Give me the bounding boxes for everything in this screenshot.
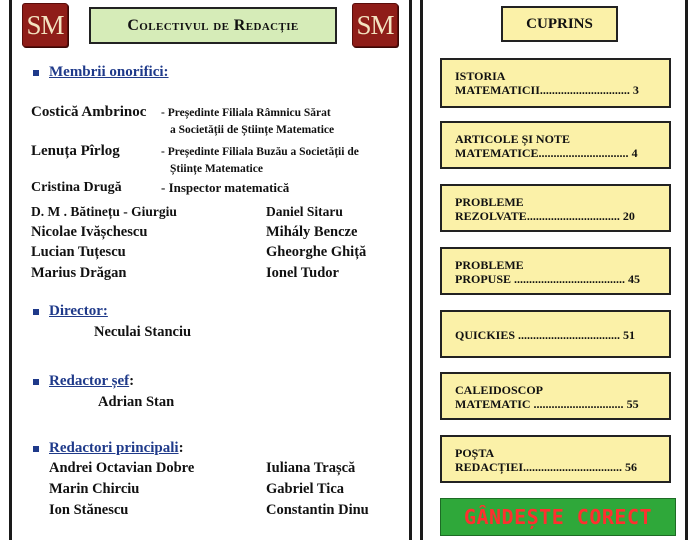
honorary-member-role: - Președinte Filiala Râmnicu Sărat: [161, 107, 331, 119]
honorary-member-role: - Inspector matematică: [161, 180, 290, 195]
member-name: Nicolae Ivășchescu: [31, 224, 148, 240]
honorary-member-role: - Președinte Filiala Buzău a Societății de: [161, 146, 359, 158]
sm-logo-right: SM: [352, 3, 398, 47]
editor-name: Marin Chirciu: [49, 481, 140, 497]
toc-item-page: 4: [631, 146, 638, 160]
toc-item[interactable]: [440, 121, 671, 169]
editor-chief-name: Adrian Stan: [98, 394, 175, 410]
bullet-icon: [33, 309, 39, 315]
honorary-section-heading: [33, 64, 169, 81]
editor-chief-section-heading: [33, 373, 134, 390]
toc-item-page: 55: [626, 397, 639, 411]
editor-name: Andrei Octavian Dobre: [49, 460, 195, 476]
right-border: [685, 0, 688, 540]
page-title: [89, 7, 337, 44]
toc-item-title: PROBLEME: [455, 195, 524, 209]
member-name: Daniel Sitaru: [266, 204, 343, 219]
toc-item-page: 45: [628, 272, 641, 286]
toc-item[interactable]: [440, 435, 671, 483]
toc-item-title: MATEMATIC ..............................: [455, 397, 624, 411]
toc-item-title: MATEMATICII..............................: [455, 83, 630, 97]
toc-item-title: PROBLEME: [455, 258, 524, 272]
toc-item-title: REZOLVATE...............................: [455, 209, 620, 223]
column-divider-right: [420, 0, 423, 540]
editor-name: Gabriel Tica: [266, 481, 345, 497]
editor-name: Ion Stănescu: [49, 502, 129, 518]
toc-item-page: 3: [632, 83, 639, 97]
editor-name: Constantin Dinu: [266, 502, 369, 518]
left-border: [9, 0, 12, 540]
sm-logo-left: SM: [22, 3, 68, 47]
bullet-icon: [33, 379, 39, 385]
toc-item-page: 56: [625, 460, 638, 474]
member-name: D. M . Bătinețu - Giurgiu: [31, 204, 177, 219]
director-name: Neculai Stanciu: [94, 324, 192, 340]
toc-item[interactable]: [440, 310, 671, 358]
toc-item[interactable]: [440, 58, 671, 108]
bullet-icon: [33, 70, 39, 76]
main-editors-heading[interactable]: Redactori principali: [49, 440, 179, 456]
toc-item-title: ARTICOLE ȘI NOTE: [455, 132, 570, 146]
toc-item-page: 20: [622, 209, 635, 223]
director-section-heading: [33, 303, 108, 320]
editor-name: Iuliana Trașcă: [266, 460, 356, 476]
bullet-icon: [33, 446, 39, 452]
member-name: Mihály Bencze: [266, 224, 358, 240]
honorary-member-role: Științe Matematice: [170, 163, 263, 175]
heading-colon: :: [178, 440, 184, 456]
member-name: Gheorghe Ghiță: [266, 244, 367, 260]
heading-colon: :: [129, 373, 135, 389]
slogan-banner: [440, 498, 676, 536]
honorary-member-name: Cristina Drugă: [31, 180, 122, 195]
honorary-member-role: a Societății de Științe Matematice: [170, 124, 335, 136]
honorary-member-name: Lenuța Pîrlog: [31, 143, 120, 159]
toc-item-title: PROPUSE .....................................: [455, 272, 626, 286]
main-editors-section-heading: [33, 440, 184, 457]
director-heading[interactable]: Director:: [49, 303, 108, 319]
honorary-member-name: Costică Ambrinoc: [31, 104, 147, 120]
toc-item-page: 51: [623, 328, 636, 342]
honorary-heading[interactable]: Membrii onorifici:: [49, 64, 169, 80]
page-title-text: Colectivul de Redacție: [127, 16, 299, 34]
contents-title: [501, 6, 618, 42]
slogan-text: GÂNDEȘTE CORECT: [463, 505, 653, 529]
toc-item-title: MATEMATICE..............................: [455, 146, 629, 160]
contents-title-text: CUPRINS: [526, 15, 593, 32]
toc-item-title: POȘTA: [455, 446, 495, 460]
toc-item-title: QUICKIES ..................................: [455, 328, 621, 342]
member-name: Lucian Tuțescu: [31, 244, 126, 260]
column-divider-left: [409, 0, 412, 540]
toc-item-title: CALEIDOSCOP: [455, 383, 544, 397]
toc-item[interactable]: [440, 247, 671, 295]
toc-item-title: REDACȚIEI.................................: [455, 460, 623, 474]
member-name: Ionel Tudor: [266, 265, 339, 281]
toc-item[interactable]: [440, 184, 671, 232]
editor-chief-heading[interactable]: Redactor șef: [49, 373, 130, 389]
toc-item[interactable]: [440, 372, 671, 420]
toc-item-title: ISTORIA: [455, 69, 506, 83]
member-name: Marius Drăgan: [31, 265, 127, 281]
